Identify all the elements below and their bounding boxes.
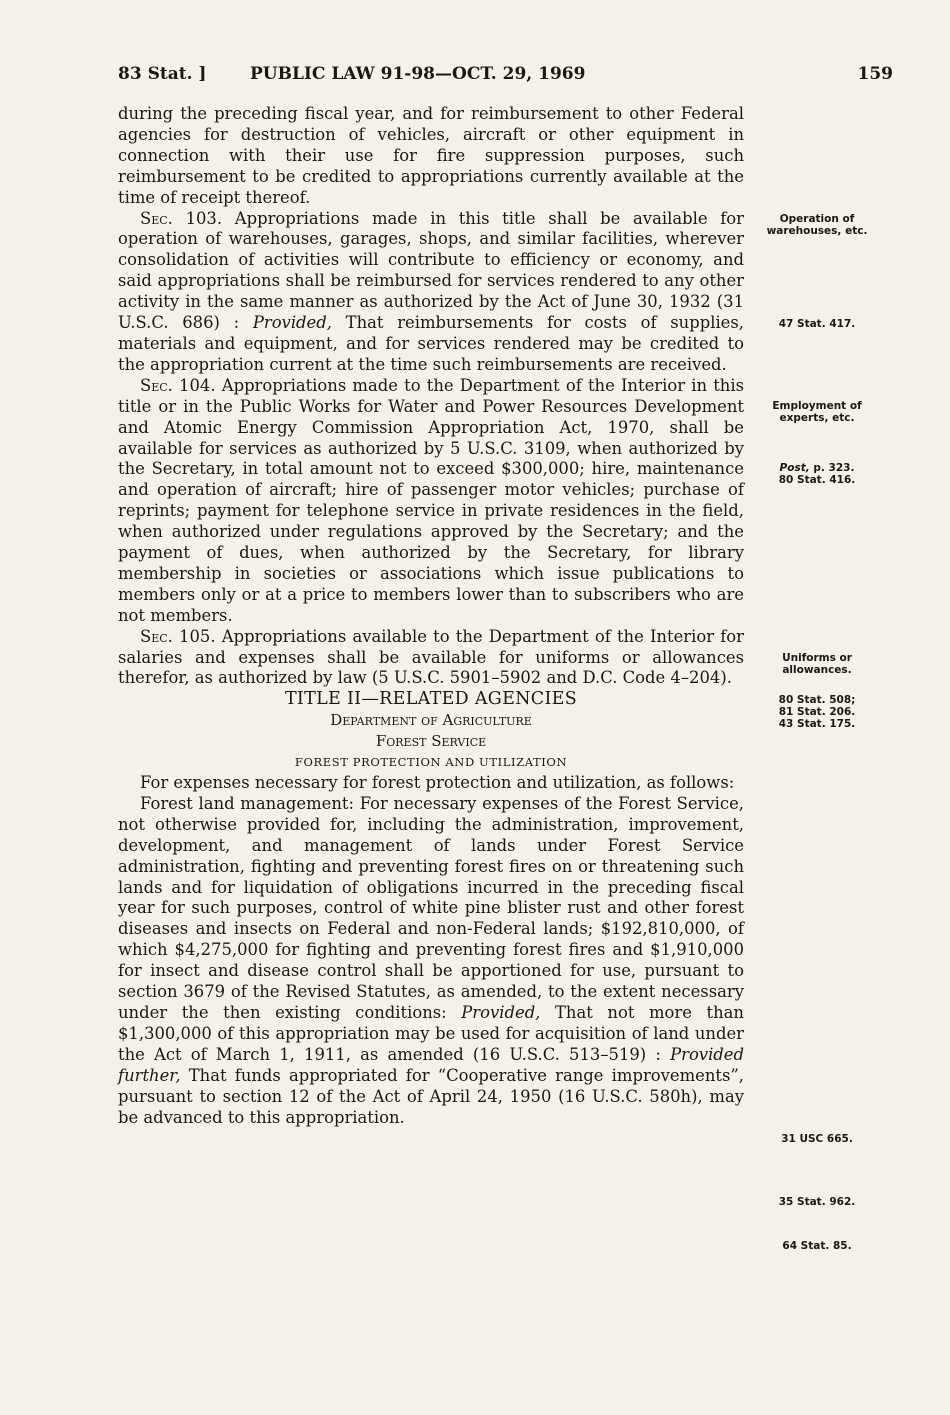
section-104-text: Appropriations made to the Department of the Interior in this title or in the Public Works for Water and Power Resources Development and Atomic Energy Commission Appropriation Act, 1970, shall be available for services as authorized by 5 U.S.C. 3109, when authorized by the Secretary, in total amount not to exceed $300,000; hire, maintenance and operation of aircraft; hire of passenger motor vehicles; purchase of reprints; payment for telephone service in private residences in the field, when authorized under regulations approved by the Secretary; and the payment of dues, when authorized by the Secretary, for library membership in societies or associations which issue publications to members only or at a price to members lower than to subscribers who are not members. (118, 375, 744, 625)
margin-note-64-stat-85: 64 Stat. 85. (782, 1240, 852, 1252)
header-statute-volume: 83 Stat. ] (118, 64, 207, 84)
margin-note-uniforms: Uniforms or allowances. (782, 652, 852, 676)
department-heading: Department of Agriculture (330, 711, 532, 730)
section-105-label: Sec. 105. (140, 626, 216, 646)
paragraph-expenses: For expenses necessary for forest protection and utilization, as follows: (140, 773, 735, 792)
subheading-forest-protection: FOREST PROTECTION AND UTILIZATION (294, 755, 568, 770)
body-text (118, 104, 744, 1128)
margin-note-35-stat-962: 35 Stat. 962. (778, 1196, 856, 1208)
header-public-law-title: PUBLIC LAW 91-98—OCT. 29, 1969 (250, 64, 586, 84)
margin-note-post-italic: Post, (779, 462, 810, 474)
section-105-text: Appropriations available to the Department of the Interior for salaries and expenses shall be available for uniforms or allowances therefor, as authorized by law (5 U.S.C. 5901–5902 and D.C. Code 4–204). (118, 626, 744, 688)
section-104-label: Sec. 104. (140, 375, 216, 395)
flm-text-a: Forest land management: For necessary expenses of the Forest Service, not otherwise provided for, including the administration, improvement, development, and management of lands under Forest Service administration, fighting and preventing forest fires on or threatening such lands and for liquidation of obligations incurred in the preceding fiscal year for such purposes, control of white pine blister rust and other forest diseases and insects on Federal and non-Federal lands; $192,810,000, of which $4,275,000 for fighting and preventing forest fires and $1,910,000 for insect and disease control shall be apportioned for use, pursuant to section 3679 of the Revised Statutes, as amended, to the extent necessary under the then existing conditions: (118, 793, 744, 1022)
margin-note-post-80-stat: Post, p. 323. 80 Stat. 416. (778, 462, 856, 486)
title-ii-heading: TITLE II—RELATED AGENCIES (284, 689, 578, 710)
margin-note-47-stat-417: 47 Stat. 417. (778, 318, 856, 330)
flm-text-c: That funds appropriated for “Cooperative range improvements”, pursuant to section 12 of the Act of April 24, 1950 (16 U.S.C. 580h), may be advanced to this appropriation. (118, 1065, 744, 1127)
section-103-text-b: That reimbursements for costs of supplies, materials and equipment, and for services rendered may be credited to the appropriation current at the time such reimbursements are received. (118, 313, 745, 374)
section-103 (118, 209, 744, 376)
page-number: 159 (857, 64, 893, 84)
paragraph-forest-land-management (118, 794, 744, 1129)
section-104 (118, 376, 744, 627)
section-103-label: Sec. 103. (140, 208, 223, 228)
section-105 (118, 627, 744, 690)
margin-note-31-usc-665: 31 USC 665. (781, 1133, 853, 1145)
page-header (118, 64, 893, 88)
service-heading: Forest Service (375, 732, 487, 751)
flm-provided-further: Provided further, (118, 1044, 744, 1085)
flm-text-b: That not more than $1,300,000 of this appropriation may be used for acquisition of land under the Act of March 1, 1911, as amended (16 U.S.C. 513–519) : (118, 1002, 744, 1064)
section-103-text-a: Appropriations made in this title shall be available for operation of warehouses, garages, shops, and similar facilities, wherever consolidation of activities will contribute to efficiency or economy, and said appropriations shall be reimbursed for services rendered to any other activity in the same manner as authorized by the Act of June 30, 1932 (31 U.S.C. 686) : (118, 208, 744, 333)
margin-note-operation-warehouses: Operation of warehouses, etc. (766, 213, 868, 237)
flm-provided: Provided, (461, 1002, 541, 1022)
margin-note-employment-experts: Employment of experts, etc. (772, 400, 862, 424)
margin-note-uniform-citations: 80 Stat. 508; 81 Stat. 206. 43 Stat. 175. (778, 694, 856, 730)
section-103-provided: Provided, (252, 313, 332, 333)
paragraph-continuation: during the preceding fiscal year, and for reimbursement to other Federal agencies for destruction of vehicles, aircraft or other equipment in connection with their use for fire suppression purposes, such reimbursement to be credited to appropriations currently available at the time of receipt thereof. (118, 104, 744, 207)
